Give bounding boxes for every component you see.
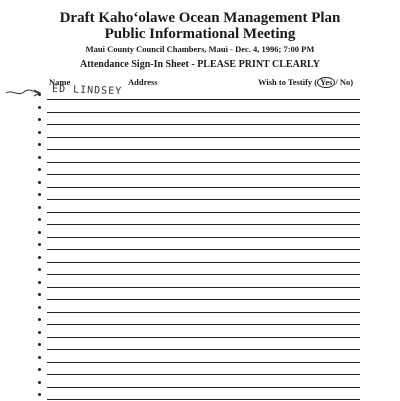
row-rule-line bbox=[47, 162, 360, 163]
row-bullet bbox=[38, 218, 41, 221]
row-bullet bbox=[38, 356, 41, 359]
column-header-name: Name bbox=[49, 77, 71, 87]
sign-in-row bbox=[38, 239, 360, 251]
sign-in-row bbox=[38, 139, 360, 151]
row-bullet bbox=[38, 193, 41, 196]
meeting-location-date: Maui County Council Chambers, Maui - Dec. 4, 1996; 7:00 PM bbox=[85, 44, 315, 54]
row-rule-line bbox=[47, 149, 360, 150]
sign-in-row bbox=[38, 352, 360, 364]
sign-in-row bbox=[38, 164, 360, 176]
sign-in-row bbox=[38, 152, 360, 164]
row-rule-line bbox=[47, 287, 360, 288]
row-rule-line bbox=[47, 337, 360, 338]
column-header-testify: Wish to Testify ( Yes / No) bbox=[258, 77, 354, 87]
sign-in-row bbox=[38, 127, 360, 139]
row-bullet bbox=[38, 306, 41, 309]
sign-in-row bbox=[38, 264, 360, 276]
row-rule-line bbox=[47, 324, 360, 325]
row-bullet bbox=[38, 231, 41, 234]
row-bullet bbox=[38, 156, 41, 159]
testify-label: Wish to Testify bbox=[258, 77, 313, 87]
handwritten-name-entry: ED LINDSEY bbox=[51, 83, 123, 98]
row-bullet bbox=[38, 343, 41, 346]
sign-in-row bbox=[38, 227, 360, 239]
document-title: Draft Kaho‘olawe Ocean Management Plan bbox=[59, 10, 341, 26]
row-bullet bbox=[38, 206, 41, 209]
sign-in-row bbox=[38, 377, 360, 389]
sign-in-row bbox=[38, 289, 360, 301]
row-bullet bbox=[38, 243, 41, 246]
sign-in-row bbox=[38, 327, 360, 339]
sign-in-row bbox=[38, 102, 360, 114]
sign-in-row bbox=[38, 114, 360, 126]
row-rule-line bbox=[47, 299, 360, 300]
row-bullet bbox=[38, 93, 41, 96]
row-rule-line bbox=[47, 174, 360, 175]
sign-in-row bbox=[38, 177, 360, 189]
row-bullet bbox=[38, 393, 41, 396]
row-bullet bbox=[38, 106, 41, 109]
row-rule-line bbox=[47, 187, 360, 188]
sign-in-row bbox=[38, 389, 360, 401]
row-bullet bbox=[38, 181, 41, 184]
row-rule-line bbox=[47, 212, 360, 213]
row-bullet bbox=[38, 131, 41, 134]
row-rule-line bbox=[47, 362, 360, 363]
row-rule-line bbox=[47, 124, 360, 125]
row-bullet bbox=[38, 331, 41, 334]
sign-in-row bbox=[38, 214, 360, 226]
sign-in-row bbox=[38, 252, 360, 264]
row-rule-line bbox=[47, 249, 360, 250]
row-bullet bbox=[38, 268, 41, 271]
sign-in-row bbox=[38, 189, 360, 201]
row-bullet bbox=[38, 118, 41, 121]
sign-in-row bbox=[38, 364, 360, 376]
row-rule-line bbox=[47, 137, 360, 138]
row-rule-line bbox=[47, 199, 360, 200]
row-rule-line bbox=[47, 312, 360, 313]
row-rule-line bbox=[47, 237, 360, 238]
row-bullet bbox=[38, 168, 41, 171]
document-subtitle-title: Public Informational Meeting bbox=[104, 26, 296, 42]
sheet-heading: Attendance Sign-In Sheet - PLEASE PRINT CLEARLY bbox=[79, 59, 321, 70]
row-rule-line bbox=[47, 262, 360, 263]
sign-in-row bbox=[38, 202, 360, 214]
sign-in-row bbox=[38, 302, 360, 314]
row-rule-line bbox=[47, 387, 360, 388]
row-bullet bbox=[38, 381, 41, 384]
row-rule-line bbox=[47, 224, 360, 225]
sign-in-row bbox=[38, 89, 360, 101]
row-bullet bbox=[38, 143, 41, 146]
sign-in-row bbox=[38, 339, 360, 351]
row-rule-line bbox=[47, 349, 360, 350]
row-bullet bbox=[38, 281, 41, 284]
row-rule-line bbox=[47, 99, 360, 100]
row-rule-line bbox=[47, 112, 360, 113]
column-header-address: Address bbox=[128, 77, 158, 87]
no-option: No) bbox=[339, 77, 354, 87]
row-bullet bbox=[38, 368, 41, 371]
yes-option-circled: Yes bbox=[317, 77, 335, 88]
row-bullet bbox=[38, 318, 41, 321]
row-rule-line bbox=[47, 374, 360, 375]
row-rule-line bbox=[47, 274, 360, 275]
sign-in-row bbox=[38, 314, 360, 326]
sign-in-row bbox=[38, 277, 360, 289]
row-bullet bbox=[38, 256, 41, 259]
row-bullet bbox=[38, 293, 41, 296]
